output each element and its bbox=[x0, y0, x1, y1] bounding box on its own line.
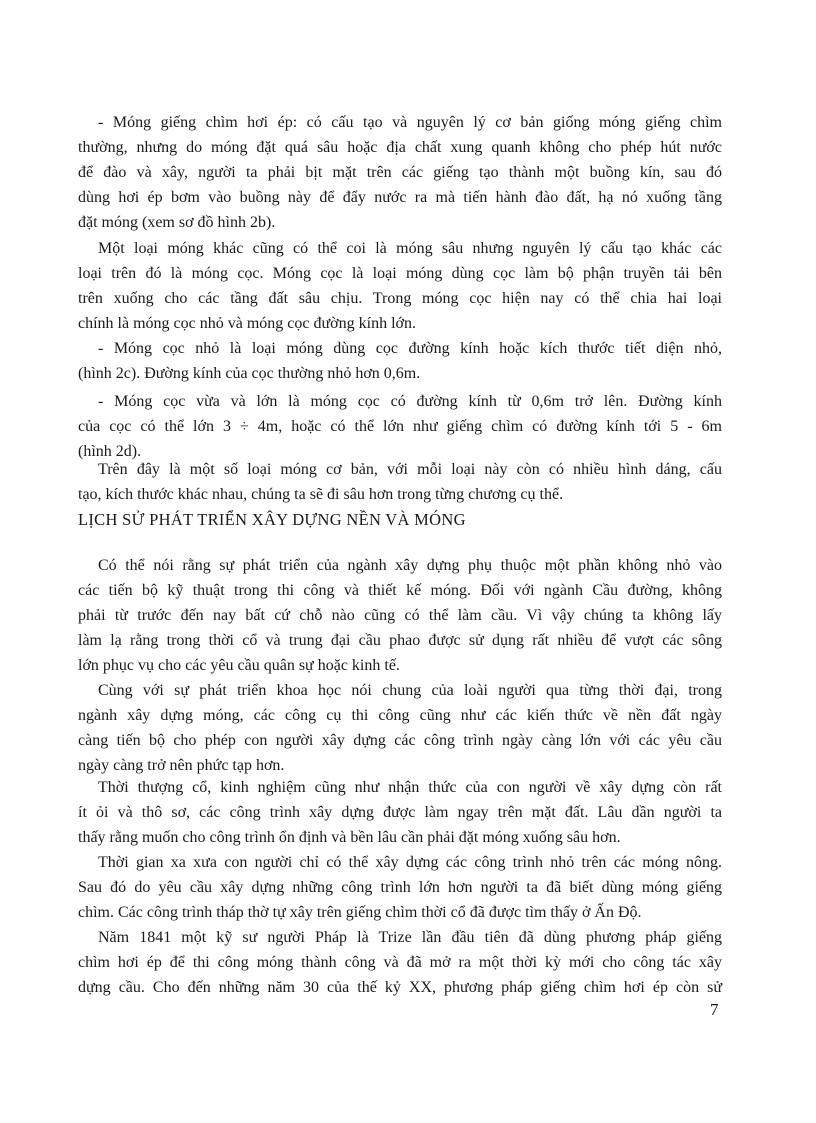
text-line: đặt móng (xem sơ đồ hình 2b). bbox=[78, 214, 276, 231]
paragraph-1841-trize bbox=[78, 925, 722, 1000]
text-line: Trên đây là một số loại móng cơ bản, với mỗi loại này còn có nhiều hình dáng, cấu bbox=[98, 461, 722, 478]
text-line: ngành xây dựng móng, các công cụ thi công cũng như các kiến thức về nền đất ngày bbox=[78, 707, 722, 724]
text-line: - Móng giếng chìm hơi ép: có cấu tạo và nguyên lý cơ bản giống móng giếng chìm bbox=[98, 114, 722, 131]
text-line: của cọc có thể lớn 3 ÷ 4m, hoặc có thể lớn như giếng chìm có đường kính tới 5 - 6m bbox=[78, 418, 722, 435]
text-line: lớn phục vụ cho các yêu cầu quân sự hoặc kinh tế. bbox=[78, 657, 400, 674]
text-line: Một loại móng khác cũng có thể coi là móng sâu nhưng nguyên lý cấu tạo khác các bbox=[98, 240, 722, 257]
section-heading: LỊCH SỬ PHÁT TRIỂN XÂY DỰNG NỀN VÀ MÓNG bbox=[78, 510, 466, 529]
text-line: để đào và xây, người ta phải bịt mặt trên các giếng tạo thành một buồng kín, sau đó bbox=[78, 164, 722, 181]
paragraph-small-pile bbox=[78, 336, 722, 386]
text-line: - Móng cọc nhỏ là loại móng dùng cọc đường kính hoặc kích thước tiết diện nhỏ, bbox=[98, 340, 722, 357]
paragraph-ancient-times bbox=[78, 775, 722, 850]
paragraph-pile-foundation bbox=[78, 236, 722, 336]
paragraph-shallow-to-caisson bbox=[78, 850, 722, 925]
paragraph-science-progress bbox=[78, 678, 722, 778]
text-line: Thời thượng cổ, kinh nghiệm cũng như nhận thức của con người về xây dựng còn rất bbox=[98, 779, 722, 796]
text-line: làm lạ rằng trong thời cổ và trung đại cầu phao được sử dụng rất nhiều để vượt các sông bbox=[78, 632, 722, 649]
paragraph-caisson-pneumatic bbox=[78, 110, 722, 235]
text-line: Có thể nói rằng sự phát triển của ngành xây dựng phụ thuộc một phần không nhỏ vào bbox=[98, 557, 722, 574]
text-line: dùng hơi ép bơm vào buồng này để đẩy nước ra mà tiến hành đào đất, hạ nó xuống tầng bbox=[78, 189, 722, 206]
text-line: Thời gian xa xưa con người chỉ có thể xây dựng các công trình nhỏ trên các móng nông. bbox=[98, 854, 722, 871]
text-line: Cùng với sự phát triển khoa học nói chung của loài người qua từng thời đại, trong bbox=[98, 682, 722, 699]
text-line: (hình 2c). Đường kính của cọc thường nhỏ hơn 0,6m. bbox=[78, 365, 421, 382]
text-line: dựng cầu. Cho đến những năm 30 của thế kỷ XX, phương pháp giếng chìm hơi ép còn sử bbox=[78, 979, 722, 996]
text-line: phải từ trước đến nay bất cứ chỗ nào cũng có thể làm cầu. Vì vậy chúng ta không lấy bbox=[78, 607, 722, 624]
text-line: chìm. Các công trình tháp thờ tự xây trên giếng chìm thời cổ đã được tìm thấy ở Ấn Độ. bbox=[78, 904, 642, 921]
page-number: 7 bbox=[710, 1000, 719, 1019]
text-line: trên xuống cho các tầng đất sâu chịu. Trong móng cọc hiện nay có thể chia hai loại bbox=[78, 290, 722, 307]
text-line: chính là móng cọc nhỏ và móng cọc đường kính lớn. bbox=[78, 315, 416, 332]
paragraph-summary bbox=[78, 457, 722, 507]
text-line: các tiến bộ kỹ thuật trong thi công và thiết kế móng. Đối với ngành Cầu đường, không bbox=[78, 582, 722, 599]
text-line: ít ỏi và thô sơ, các công trình xây dựng được làm ngay trên mặt đất. Lâu dần người ta bbox=[78, 804, 722, 821]
text-line: tạo, kích thước khác nhau, chúng ta sẽ đi sâu hơn trong từng chương cụ thể. bbox=[78, 486, 564, 503]
text-line: Năm 1841 một kỹ sư người Pháp là Trize lần đầu tiên đã dùng phương pháp giếng bbox=[98, 929, 722, 946]
text-line: - Móng cọc vừa và lớn là móng cọc có đường kính từ 0,6m trở lên. Đường kính bbox=[98, 393, 722, 410]
text-line: càng tiến bộ cho phép con người xây dựng các công trình ngày càng lớn với các yêu cầu bbox=[78, 732, 722, 749]
text-line: thường, nhưng do móng đặt quá sâu hoặc địa chất xung quanh không cho phép hút nước bbox=[78, 139, 722, 156]
text-line: chìm hơi ép để thi công móng thành công và đã mở ra một thời kỳ mới cho công tác xây bbox=[78, 954, 722, 971]
text-line: Sau đó do yêu cầu xây dựng những công trình lớn hơn người ta đã biết dùng móng giếng bbox=[78, 879, 722, 896]
text-line: loại trên đó là móng cọc. Móng cọc là loại móng dùng cọc làm bộ phận truyền tải bên bbox=[78, 265, 722, 282]
paragraph-history-intro bbox=[78, 553, 722, 678]
text-line: (hình 2d). bbox=[78, 443, 142, 460]
text-line: thấy rằng muốn cho công trình ổn định và bền lâu cần phải đặt móng xuống sâu hơn. bbox=[78, 829, 621, 846]
text-line: ngày càng trở nên phức tạp hơn. bbox=[78, 757, 285, 774]
paragraph-large-pile bbox=[78, 389, 722, 464]
